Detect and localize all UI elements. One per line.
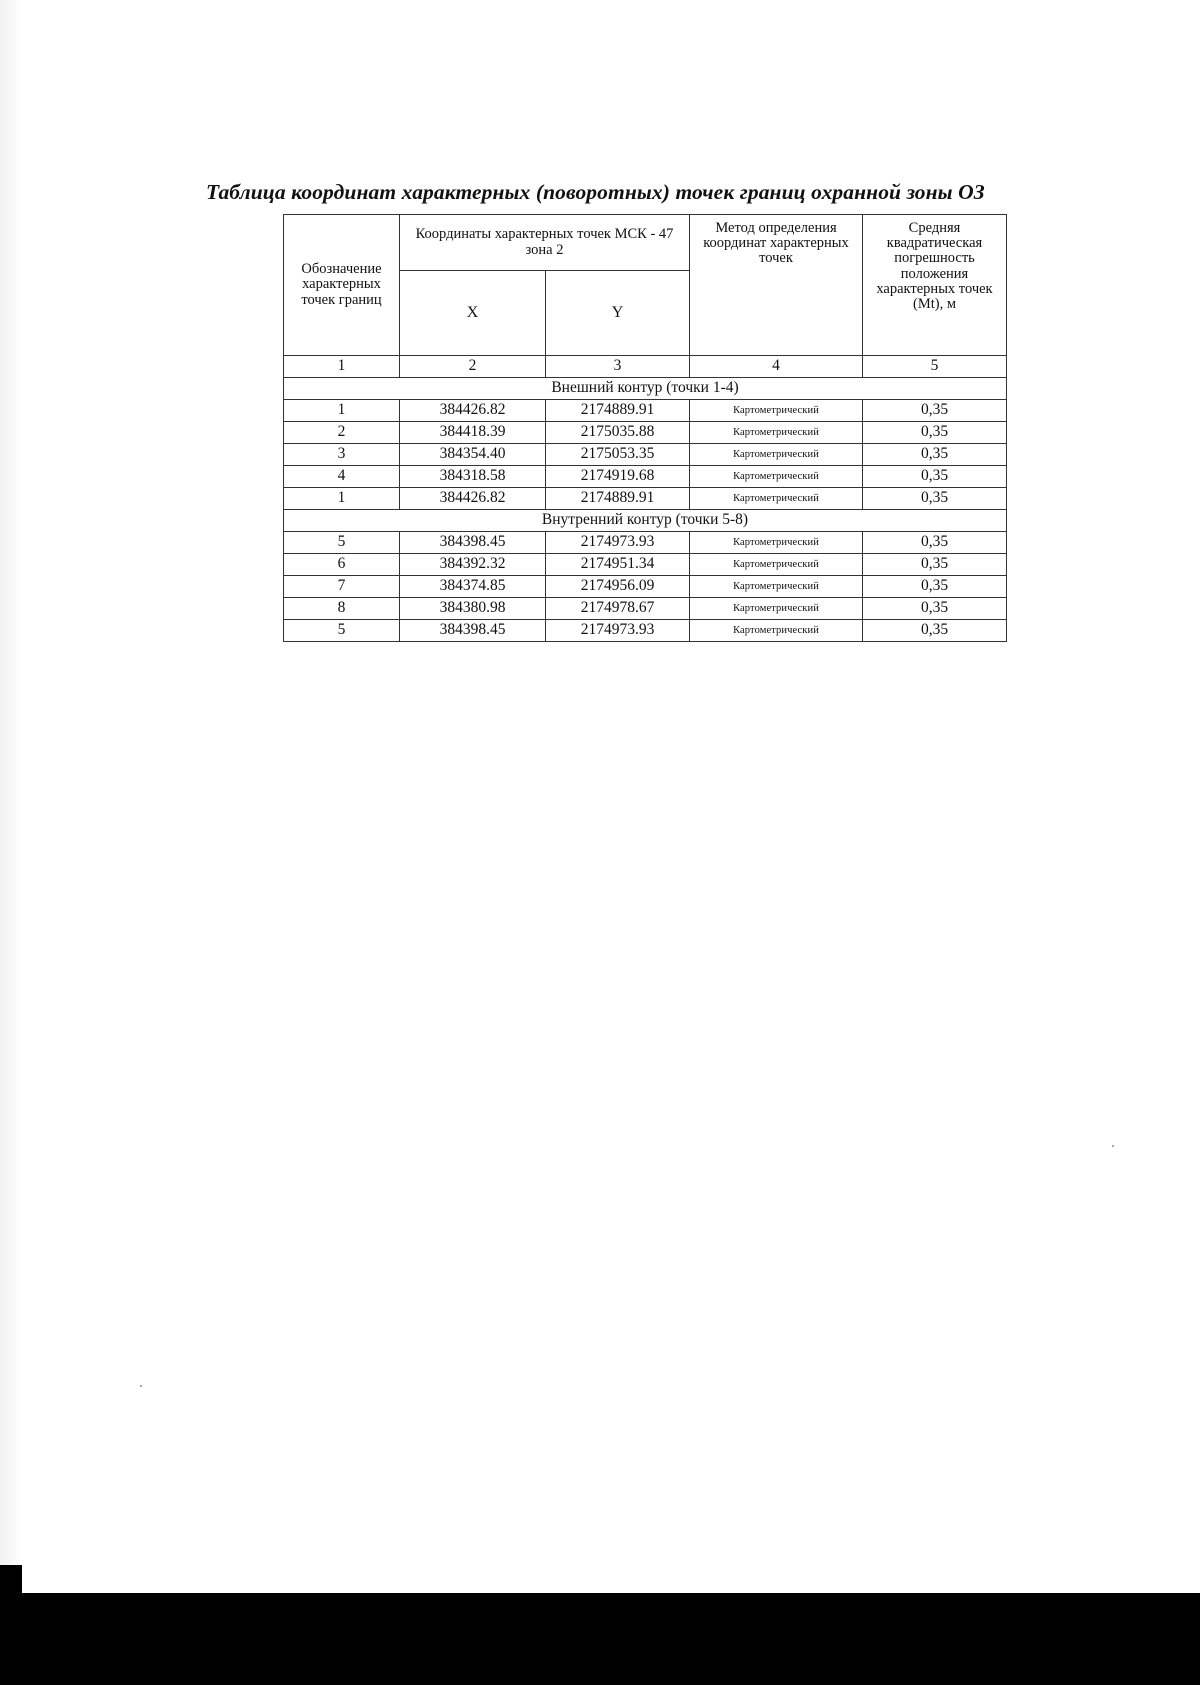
error-cell: 0,35 — [863, 598, 1007, 620]
document-title: Таблица координат характерных (поворотных) точек границ охранной зоны ОЗ — [206, 180, 985, 204]
table-row — [284, 488, 1007, 510]
y-cell: 2174973.93 — [546, 620, 690, 642]
point-cell: 4 — [284, 466, 400, 488]
column-number-row — [284, 356, 1007, 378]
table-row — [284, 576, 1007, 598]
table-row — [284, 620, 1007, 642]
error-cell: 0,35 — [863, 422, 1007, 444]
error-cell: 0,35 — [863, 488, 1007, 510]
point-cell: 1 — [284, 488, 400, 510]
y-cell: 2174951.34 — [546, 554, 690, 576]
column-number: 4 — [690, 356, 863, 378]
point-cell: 5 — [284, 532, 400, 554]
coordinates-table — [283, 214, 1007, 642]
table-row — [284, 400, 1007, 422]
method-cell: Картометрический — [690, 444, 863, 466]
table-row — [284, 554, 1007, 576]
table-row — [284, 444, 1007, 466]
column-number: 5 — [863, 356, 1007, 378]
error-cell: 0,35 — [863, 554, 1007, 576]
method-cell: Картометрический — [690, 620, 863, 642]
scan-bottom-border — [0, 1593, 1200, 1685]
y-cell: 2174889.91 — [546, 400, 690, 422]
x-cell: 384354.40 — [400, 444, 546, 466]
x-cell: 384398.45 — [400, 532, 546, 554]
error-cell: 0,35 — [863, 620, 1007, 642]
error-cell: 0,35 — [863, 466, 1007, 488]
y-cell: 2174973.93 — [546, 532, 690, 554]
point-cell: 2 — [284, 422, 400, 444]
point-cell: 7 — [284, 576, 400, 598]
method-cell: Картометрический — [690, 554, 863, 576]
x-cell: 384426.82 — [400, 400, 546, 422]
table-row — [284, 422, 1007, 444]
error-cell: 0,35 — [863, 576, 1007, 598]
point-cell: 3 — [284, 444, 400, 466]
y-cell: 2174956.09 — [546, 576, 690, 598]
y-cell: 2174889.91 — [546, 488, 690, 510]
scan-corner-shadow — [0, 1565, 22, 1595]
header-point-designation: Обозначение характерных точек границ — [284, 215, 400, 356]
table-row — [284, 598, 1007, 620]
x-cell: 384392.32 — [400, 554, 546, 576]
header-x: X — [400, 271, 546, 356]
method-cell: Картометрический — [690, 400, 863, 422]
x-cell: 384318.58 — [400, 466, 546, 488]
scan-speck — [1112, 1145, 1114, 1147]
scan-page-edge — [0, 0, 22, 1685]
section-header-row — [284, 510, 1007, 532]
point-cell: 6 — [284, 554, 400, 576]
method-cell: Картометрический — [690, 598, 863, 620]
table-row — [284, 466, 1007, 488]
error-cell: 0,35 — [863, 400, 1007, 422]
header-coordinates-group: Координаты характерных точек МСК - 47 зона 2 — [400, 215, 690, 271]
column-number: 2 — [400, 356, 546, 378]
scan-speck — [140, 1385, 142, 1387]
x-cell: 384418.39 — [400, 422, 546, 444]
method-cell: Картометрический — [690, 466, 863, 488]
section-title: Внутренний контур (точки 5-8) — [284, 510, 1007, 532]
y-cell: 2174978.67 — [546, 598, 690, 620]
x-cell: 384426.82 — [400, 488, 546, 510]
method-cell: Картометрический — [690, 488, 863, 510]
x-cell: 384374.85 — [400, 576, 546, 598]
error-cell: 0,35 — [863, 532, 1007, 554]
y-cell: 2174919.68 — [546, 466, 690, 488]
x-cell: 384380.98 — [400, 598, 546, 620]
header-method: Метод определения координат характерных точек — [690, 215, 863, 356]
y-cell: 2175035.88 — [546, 422, 690, 444]
y-cell: 2175053.35 — [546, 444, 690, 466]
column-number: 3 — [546, 356, 690, 378]
section-header-row — [284, 378, 1007, 400]
error-cell: 0,35 — [863, 444, 1007, 466]
method-cell: Картометрический — [690, 422, 863, 444]
method-cell: Картометрический — [690, 576, 863, 598]
point-cell: 1 — [284, 400, 400, 422]
header-y: Y — [546, 271, 690, 356]
table-body — [284, 356, 1007, 642]
x-cell: 384398.45 — [400, 620, 546, 642]
point-cell: 8 — [284, 598, 400, 620]
section-title: Внешний контур (точки 1-4) — [284, 378, 1007, 400]
method-cell: Картометрический — [690, 532, 863, 554]
table-row — [284, 532, 1007, 554]
point-cell: 5 — [284, 620, 400, 642]
header-error: Средняя квадратическая погрешность положения характерных точек (Mt), м — [863, 215, 1007, 356]
column-number: 1 — [284, 356, 400, 378]
